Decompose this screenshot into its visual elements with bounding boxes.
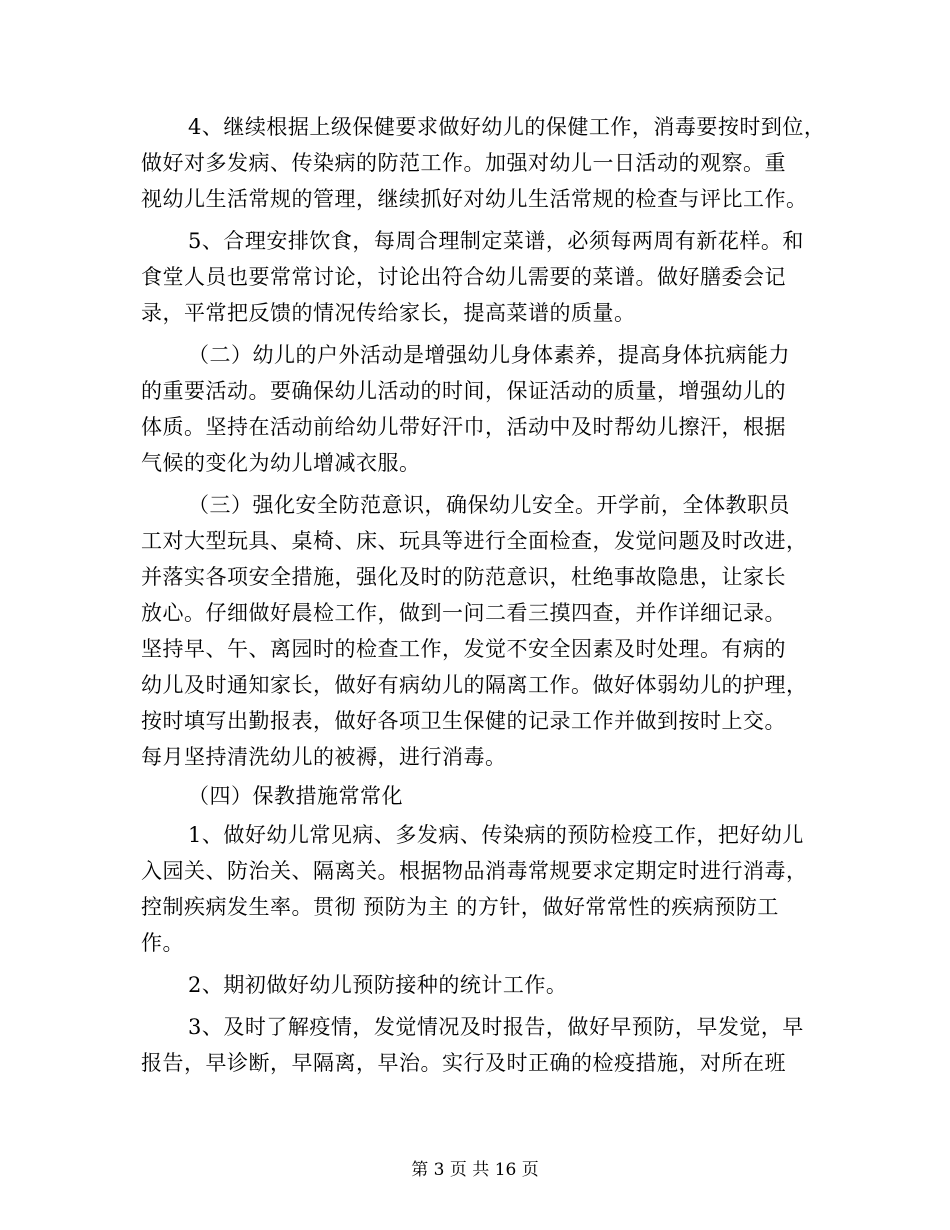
paragraph-line: 气候的变化为幼儿增减衣服。: [141, 451, 421, 475]
paragraph-line: （二）幼儿的户外活动是增强幼儿身体素养，提高身体抗病能力: [188, 343, 790, 367]
paragraph-line: 1、做好幼儿常见病、多发病、传染病的预防检疫工作，把好幼儿: [188, 823, 804, 847]
section-heading: （四）保教措施常常化: [188, 784, 403, 808]
paragraph-line: 视幼儿生活常规的管理，继续抓好对幼儿生活常规的检查与评比工作。: [141, 187, 808, 211]
paragraph-line: 的重要活动。要确保幼儿活动的时间，保证活动的质量，增强幼儿的: [141, 379, 786, 403]
paragraph-line: 入园关、防治关、隔离关。根据物品消毒常规要求定期定时进行消毒，: [141, 859, 808, 883]
paragraph-line: 控制疾病发生率。贯彻 预防为主 的方针，做好常常性的疾病预防工: [141, 895, 779, 919]
paragraph-line: 工对大型玩具、桌椅、床、玩具等进行全面检查，发觉问题及时改进，: [141, 529, 808, 553]
paragraph-line: 2、期初做好幼儿预防接种的统计工作。: [188, 973, 568, 997]
paragraph-line: 体质。坚持在活动前给幼儿带好汗巾，活动中及时帮幼儿擦汗，根据: [141, 415, 786, 439]
paragraph-line: 放心。仔细做好晨检工作，做到一问二看三摸四查，并作详细记录。: [141, 601, 786, 625]
paragraph-line: 按时填写出勤报表，做好各项卫生保健的记录工作并做到按时上交。: [141, 709, 786, 733]
paragraph-line: 4、继续根据上级保健要求做好幼儿的保健工作，消毒要按时到位，: [188, 115, 826, 139]
paragraph-line: 5、合理安排饮食，每周合理制定菜谱，必须每两周有新花样。和: [188, 229, 804, 253]
paragraph-line: 幼儿及时通知家长，做好有病幼儿的隔离工作。做好体弱幼儿的护理，: [141, 673, 808, 697]
paragraph-line: 做好对多发病、传染病的防范工作。加强对幼儿一日活动的观察。重: [141, 151, 786, 175]
page-number-text: 第 3 页 共 16 页: [411, 1160, 539, 1180]
paragraph-line: （三）强化安全防范意识，确保幼儿安全。开学前，全体教职员: [188, 493, 790, 517]
paragraph-line: 食堂人员也要常常讨论，讨论出符合幼儿需要的菜谱。做好膳委会记: [141, 265, 786, 289]
paragraph-line: 每月坚持清洗幼儿的被褥，进行消毒。: [141, 745, 507, 769]
paragraph-line: 报告，早诊断，早隔离，早治。实行及时正确的检疫措施，对所在班: [141, 1051, 786, 1075]
paragraph-line: 录，平常把反馈的情况传给家长，提高菜谱的质量。: [141, 301, 636, 325]
paragraph-line: 并落实各项安全措施，强化及时的防范意识，杜绝事故隐患，让家长: [141, 565, 786, 589]
paragraph-line: 作。: [141, 931, 184, 955]
paragraph-line: 3、及时了解疫情，发觉情况及时报告，做好早预防，早发觉，早: [188, 1015, 804, 1039]
page-footer: [0, 1158, 950, 1182]
paragraph-line: 坚持早、午、离园时的检查工作，发觉不安全因素及时处理。有病的: [141, 637, 786, 661]
